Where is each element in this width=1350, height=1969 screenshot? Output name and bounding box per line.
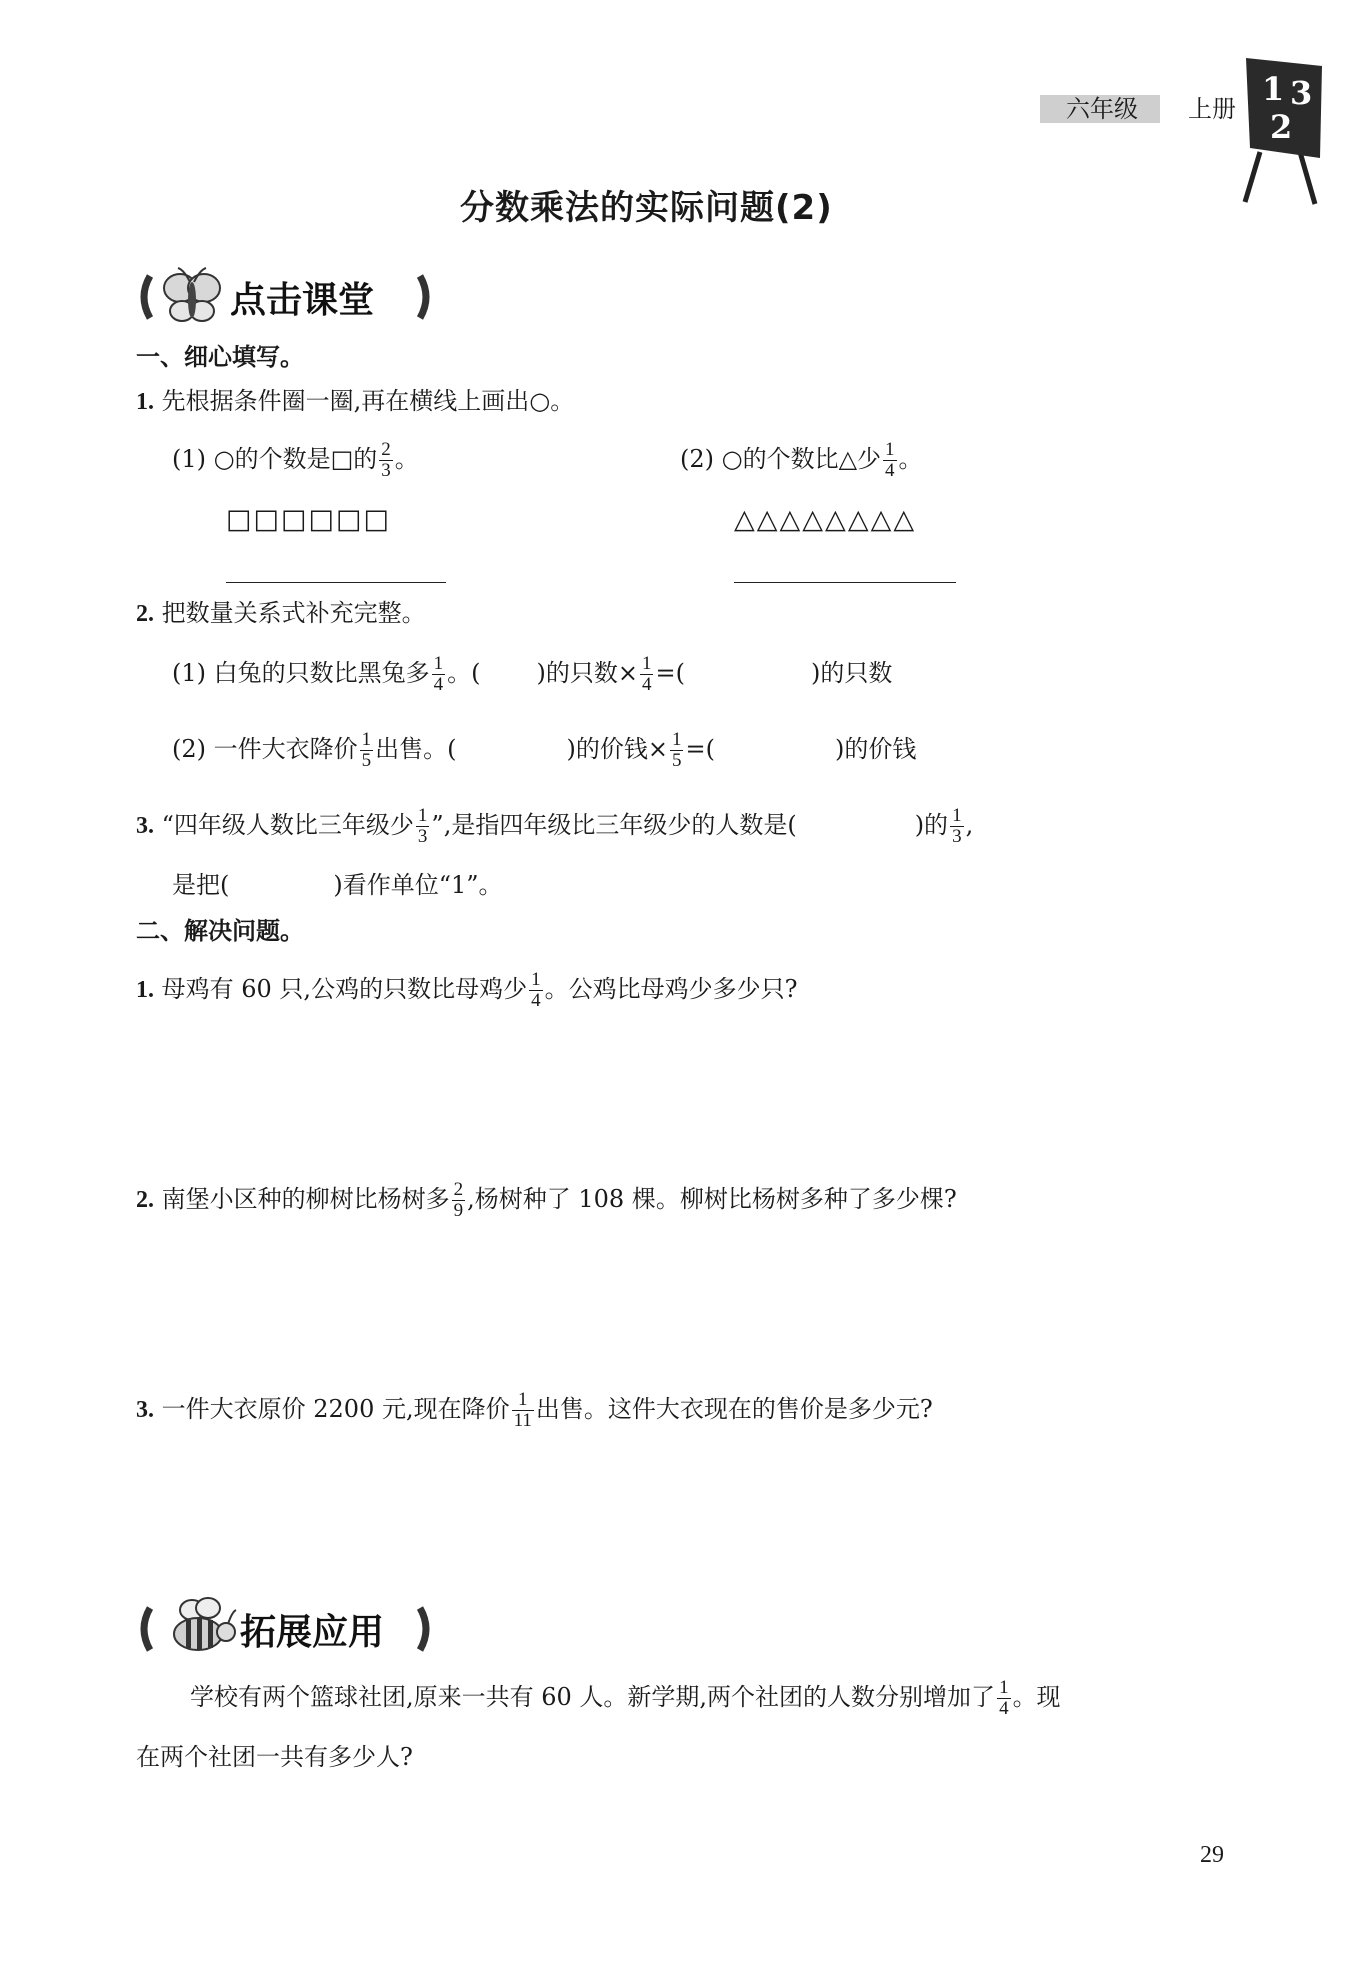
- fraction-numerator: 1: [417, 805, 428, 826]
- fraction-denominator: 4: [433, 674, 444, 695]
- text: ,: [965, 811, 974, 839]
- punct: 。: [898, 445, 923, 473]
- fraction: [670, 730, 684, 771]
- text: 出售。这件大衣现在的售价是多少元?: [535, 1395, 933, 1423]
- fraction-numerator: 1: [361, 729, 372, 750]
- text: )的: [914, 811, 949, 839]
- text: 一件大衣原价 2200 元,现在降价: [161, 1395, 510, 1423]
- fraction: [529, 970, 543, 1011]
- chalkboard-badge-icon: [1240, 52, 1330, 212]
- answer-line-2[interactable]: [734, 582, 956, 583]
- p2-q3: [136, 1390, 933, 1431]
- triangles-row: △△△△△△△△: [734, 504, 917, 535]
- fraction: [997, 1678, 1011, 1719]
- sub-question-text: (1) ○的个数是□的: [172, 445, 378, 473]
- fraction: [416, 806, 430, 847]
- q3-line2: [172, 868, 503, 902]
- section-banner-label: 点击课堂: [230, 280, 375, 321]
- punct: 。: [394, 445, 419, 473]
- text: 出售。(: [375, 735, 457, 763]
- section-banner-extension: [136, 1594, 436, 1658]
- text: )看作单位“1”。: [333, 871, 503, 899]
- text: =(: [685, 735, 715, 763]
- text: (1) 白兔的只数比黑兔多: [172, 659, 430, 687]
- fraction-numerator: 1: [999, 1677, 1009, 1698]
- text: 学校有两个篮球社团,原来一共有 60 人。新学期,两个社团的人数分别增加了: [190, 1683, 996, 1711]
- q1-sub2: [680, 440, 923, 481]
- page-title: 分数乘法的实际问题(2): [460, 188, 833, 228]
- fraction: [883, 440, 897, 481]
- fraction: [432, 654, 446, 695]
- grade-label-box: [1040, 92, 1160, 126]
- part1-heading: 一、细心填写。: [136, 343, 304, 371]
- fraction: [640, 654, 654, 695]
- fraction: [360, 730, 374, 771]
- badge-digit-1: 1: [1262, 70, 1285, 108]
- text: 。(: [447, 659, 481, 687]
- text: 母鸡有 60 只,公鸡的只数比母鸡少: [161, 975, 528, 1003]
- text: 。现: [1012, 1683, 1061, 1711]
- fraction-numerator: 2: [453, 1179, 464, 1200]
- fraction: [379, 440, 393, 481]
- q3-fill: [136, 806, 973, 847]
- fraction-numerator: 1: [671, 729, 682, 750]
- page-number: 29: [1200, 1842, 1224, 1868]
- fraction-denominator: 4: [641, 674, 652, 695]
- p2-q1: [136, 970, 797, 1011]
- text: )的价钱×: [566, 735, 668, 763]
- q1-sub1: [172, 440, 419, 481]
- fraction-denominator: 11: [513, 1410, 532, 1431]
- text: (2) 一件大衣降价: [172, 735, 358, 763]
- text: “四年级人数比三年级少: [161, 811, 414, 839]
- text: ”,是指四年级比三年级少的人数是(: [431, 811, 797, 839]
- q2-sub1: [172, 654, 892, 695]
- text: 南堡小区种的柳树比杨树多: [161, 1185, 450, 1213]
- text: =(: [655, 659, 685, 687]
- section-banner-classroom: [136, 266, 436, 326]
- fraction-denominator: 9: [453, 1200, 464, 1221]
- text: 。公鸡比母鸡少多少只?: [544, 975, 798, 1003]
- extension-line-1: [190, 1678, 1061, 1719]
- butterfly-icon: [160, 266, 226, 328]
- q1-fill: [136, 384, 574, 419]
- question-number: 1.: [136, 977, 154, 1003]
- q2-sub2: [172, 730, 916, 771]
- fraction-denominator: 3: [417, 826, 428, 847]
- question-number: 3.: [136, 813, 154, 839]
- question-text: 把数量关系式补充完整。: [161, 599, 426, 627]
- fraction-denominator: 5: [671, 750, 682, 771]
- part2-heading: 二、解决问题。: [136, 917, 304, 945]
- sub-question-text: (2) ○的个数比△少: [680, 445, 882, 473]
- q2-fill: [136, 596, 426, 631]
- text: 是把(: [172, 871, 230, 899]
- question-number: 2.: [136, 1187, 154, 1213]
- question-number: 1.: [136, 389, 154, 415]
- badge-digit-2: 2: [1270, 108, 1293, 146]
- text: )的只数×: [536, 659, 638, 687]
- fraction-numerator: 1: [641, 653, 652, 674]
- fraction-numerator: 1: [531, 969, 541, 990]
- fraction-denominator: 3: [952, 826, 962, 847]
- section-banner-label: 拓展应用: [240, 1612, 385, 1653]
- fraction-denominator: 3: [381, 460, 391, 481]
- badge-digit-3: 3: [1290, 74, 1313, 112]
- text: )的只数: [810, 659, 893, 687]
- fraction: [452, 1180, 466, 1221]
- extension-line-2: 在两个社团一共有多少人?: [136, 1743, 413, 1771]
- term-label: 上册: [1188, 95, 1236, 123]
- answer-line-1[interactable]: [226, 582, 446, 583]
- question-number: 3.: [136, 1397, 154, 1423]
- question-text: 先根据条件圈一圈,再在横线上画出○。: [161, 387, 575, 415]
- bee-icon: [162, 1594, 242, 1656]
- fraction-numerator: 1: [512, 1390, 534, 1411]
- fraction-denominator: 4: [531, 990, 541, 1011]
- fraction-numerator: 1: [952, 805, 962, 826]
- fraction-numerator: 1: [885, 439, 895, 460]
- question-number: 2.: [136, 601, 154, 627]
- fraction-denominator: 4: [999, 1698, 1009, 1719]
- text: )的价钱: [834, 735, 917, 763]
- squares-row: □□□□□□: [226, 504, 392, 535]
- fraction-denominator: 5: [361, 750, 372, 771]
- fraction-denominator: 4: [885, 460, 895, 481]
- grade-label: 六年级: [1040, 95, 1160, 123]
- fraction: [512, 1390, 534, 1431]
- fraction-numerator: 1: [433, 653, 444, 674]
- text: ,杨树种了 108 棵。柳树比杨树多种了多少棵?: [467, 1185, 957, 1213]
- fraction-numerator: 2: [381, 439, 391, 460]
- p2-q2: [136, 1180, 957, 1221]
- fraction: [950, 806, 964, 847]
